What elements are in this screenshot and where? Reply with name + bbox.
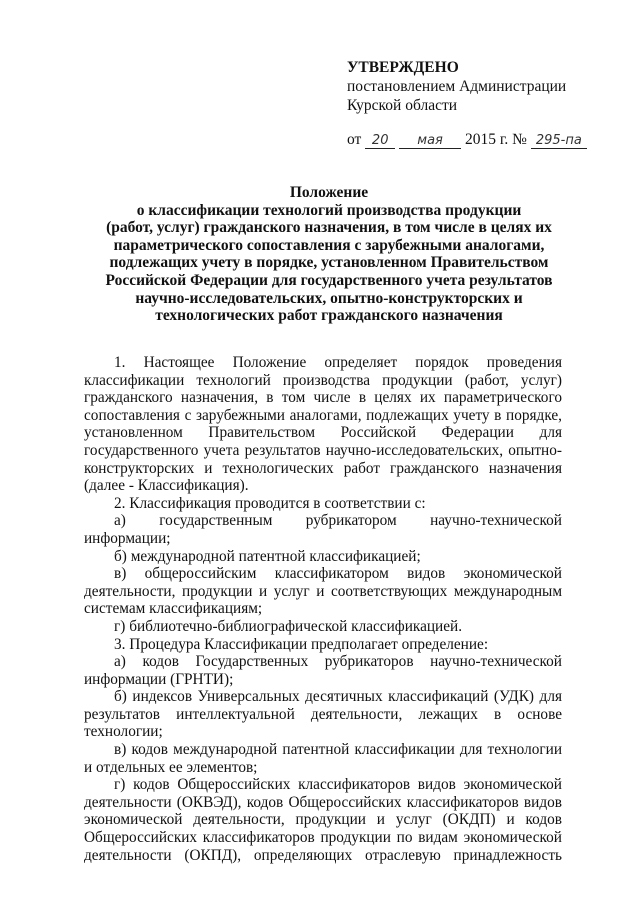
title-line: Российской Федерации для государственного учета результатов xyxy=(105,271,553,289)
approval-heading: УТВЕРЖДЕНО xyxy=(347,59,459,76)
approval-date-line xyxy=(347,131,587,149)
document-body xyxy=(84,354,562,864)
title-line: параметрического сопоставления с зарубежными аналогами, xyxy=(113,236,545,254)
paragraph-3: 3. Процедура Классификации предполагает определение: xyxy=(114,635,489,653)
title-line: научно-исследовательских, опытно-конструкторских и xyxy=(135,289,523,307)
title-line: о классификации технологий производства продукции xyxy=(136,201,522,219)
list-item-2v: в) общероссийским классификатором видов экономической деятельности, продукции и услуг и соответствующих международным системам классификациям; xyxy=(84,565,562,618)
title-line: (работ, услуг) гражданского назначения, в том числе в целях их xyxy=(106,219,552,237)
approval-line-2: Курской области xyxy=(347,97,458,114)
title-line: подлежащих учету в порядке, установленном Правительством xyxy=(109,254,549,272)
date-year: 2015 г. № xyxy=(464,131,527,148)
document-title xyxy=(96,184,562,325)
approval-stamp xyxy=(347,58,566,115)
approval-line-1: постановлением Администрации xyxy=(347,78,567,95)
list-item-3g: г) кодов Общероссийских классификаторов видов экономической деятельности (ОКВЭД), кодов Общероссийских классификаторов видов экономической деятельности, продукции и услуг (ОКДП) и кодов Общероссийских классификаторов продукции по видам экономической деятельности (ОКПД), определяющих отраслевую принадлежность xyxy=(84,776,562,864)
paragraph-1: 1. Настоящее Положение определяет порядок проведения классификации технологий производства продукции (работ, услуг) гражданского назначения, в том числе в целях их параметрического сопоставления с зарубежными аналогами, подлежащих учету в порядке, установленном Правительством Российской Федерации для государственного учета результатов научно-исследовательских, опытно-конструкторских и технологических работ гражданского назначения (далее - Классификация). xyxy=(84,354,562,495)
list-item-2a: а) государственным рубрикатором научно-технической информации; xyxy=(84,512,562,547)
list-item-2g: г) библиотечно-библиографической классификацией. xyxy=(114,617,463,635)
list-item-3v: в) кодов международной патентной классификации для технологии и отдельных ее элементов; xyxy=(84,741,562,776)
date-prefix: от xyxy=(347,131,362,148)
title-line: технологических работ гражданского назначения xyxy=(155,307,503,325)
list-item-3b: б) индексов Универсальных десятичных классификаций (УДК) для результатов интеллектуальной деятельности, лежащих в основе технологии; xyxy=(84,688,562,741)
date-day: 20 xyxy=(365,133,395,149)
paragraph-2: 2. Классификация проводится в соответствии с: xyxy=(114,494,426,512)
decree-number: 295-па xyxy=(531,133,587,149)
title-line: Положение xyxy=(289,184,369,201)
date-month: мая xyxy=(399,133,461,149)
list-item-2b: б) международной патентной классификацией; xyxy=(114,547,421,565)
list-item-3a: а) кодов Государственных рубрикаторов научно-технической информации (ГРНТИ); xyxy=(84,653,562,688)
